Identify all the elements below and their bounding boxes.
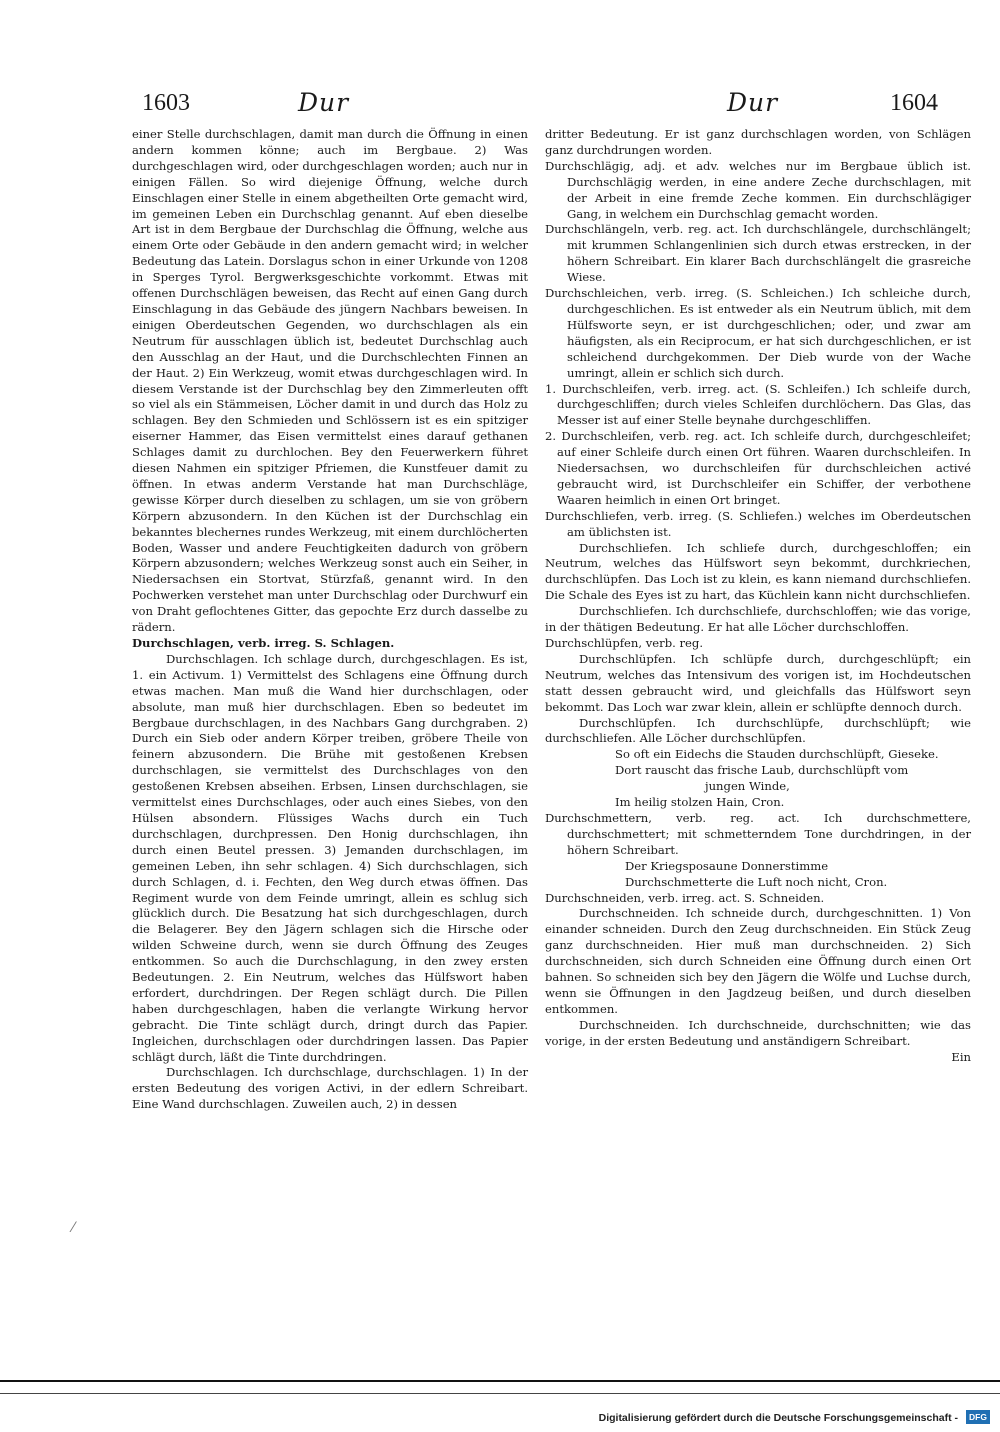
entry-paragraph: einer Stelle durchschlagen, damit man durch die Öffnung in einen andern kommen könne; auch im Bergbaue. 2) Was durchgeschlagen wird, oder durchgeschlagen worden; auch nur in einigen Fällen. So wird diejenige Öffnung, welche durch Einschlagen einer Stelle in einem abgetheilten Orte gemacht wird, im gemeinen Leben ein Durchschlag genannt. Auf eben dieselbe Art ist in dem Bergbaue der Durchschlag die Öffnung, welche aus einem Orte oder Gebäude in den andern gemacht wird; in welcher Bedeutung das Latein. Dorslagus schon in einer Urkunde von 1208 in Sperges Tyrol. Bergwerksgeschichte vorkommt. Etwas mit offenen Durchschlägen beweisen, das Recht auf einen Gang durch Einschlagung in das Gebäude des jüngern Nachbars beweisen. In einigen Oberdeutschen Gegenden, wo durchschlagen als ein Neutrum für ausschlagen üblich ist, bedeutet Durchschlag auch den Ausschlag an der Haut, und die Durchschlechten Finnen an der Haut. 2) Ein Werkzeug, womit etwas durchgeschlagen wird. In diesem Verstande ist der Durchschlag bey den Zimmerleuten offt so viel als ein Stämmeisen, Löcher damit in und durch das Holz zu schlagen. Bey den Schmieden und Schlössern ist es ein spitziger eiserner Hammer, das Eisen vermittelst eines darauf gethanen Schlages damit zu durchlochen. Bey den Feuerwerkern führet diesen Nahmen ein spitziger Pfriemen, die Kunstfeuer damit zu öffnen. In etwas anderm Verstande hat man Durchschläge, gewisse Körper durch dieselben zu schlagen, um sie von gröbern Körpern abzusondern. In den Küchen ist der Durchschlag ein bekanntes blechernes rundes Werkzeug, mit einem durchlöcherten Boden, Wasser und andere Feuchtigkeiten dadurch von gröbern Körpern abzusondern; welches Werkzeug sonst auch ein Seiher, in Niedersachsen ein Stortvat, Stürzfaß, genannt wird. In den Pochwerken verstehet man unter Durchschlag oder Durchwurf ein von Draht geflochtenes Gitter, das gepochte Erz durch dasselbe zu rädern. (132, 127, 528, 635)
entry-paragraph: Durchschlagen. Ich schlage durch, durchgeschlagen. Es ist, 1. ein Activum. 1) Vermittelst des Schlagens eine Öffnung durch etwas machen. Man muß die Wand hier durchschlagen, oder absolute, man muß hier durchschlagen. Eben so bedeutet im Bergbaue durchschlagen, in des Nachbars Gang durchgraben. 2) Durch ein Sieb oder andern Körper treiben, gröbere Theile von feinern abzusondern. Die Brühe mit gestoßenen Krebsen durchschlagen, sie vermittelst des Durchschlages von den gestoßenen Krebsen abseihen. Erbsen, Linsen durchschlagen, sie vermittelst eines Durchschlages, oder auch eines Siebes, von den Hülsen absondern. Flüssiges Wachs durch ein Tuch durchschlagen, durchpressen. Den Honig durchschlagen, ihn durch einen Beutel pressen. 3) Jemanden durchschlagen, im gemeinen Leben, ihn sehr schlagen. 4) Sich durchschlagen, sich durch Schlagen, d. i. Fechten, den Weg durch etwas öffnen. Das Regiment wurde von dem Feinde umringt, allein es schlug sich glücklich durch. Die Besatzung hat sich durchgeschlagen, durch die Belagerer. Bey den Jägern schlagen sich die Hirsche oder wilden Schweine durch, wenn sie durch Öffnung des Zeuges entkommen. So auch die Durchschlagung, in den zwey ersten Bedeutungen. 2. Ein Neutrum, welches das Hülfswort haben erfordert, durchdringen. Der Regen schlägt durch. Die Pillen haben durchgeschlagen, haben die verlangte Wirkung hervor gebracht. Die Tinte schlägt durch, dringt durch das Papier. Ingleichen, durchschlagen oder durchdringen lassen. Das Papier schlägt durch, läßt die Tinte durchdringen. (132, 651, 528, 1064)
left-running-head: Dur (298, 88, 350, 117)
left-column (132, 127, 528, 1113)
entry-paragraph: Durchschlüpfen. Ich schlüpfe durch, durchgeschlüpft; ein Neutrum, welches das Intensivum des vorigen ist, im Hochdeutschen statt dessen gebraucht wird, und gleichfalls das Hülfswort seyn bekommt. Das Loch war zwar klein, allein er schlüpfte dennoch durch. (545, 651, 971, 714)
entry-paragraph: Im heilig stolzen Hain, Cron. (615, 795, 785, 810)
entry-paragraph: Durchschlagen, verb. irreg. S. Schlagen. (132, 636, 395, 650)
entry-paragraph: dritter Bedeutung. Er ist ganz durchschlagen worden, von Schlägen ganz durchdrungen worden. (545, 127, 971, 157)
entry-paragraph: Durchschneiden. Ich schneide durch, durchgeschnitten. 1) Von einander schneiden. Durch den Zeug durchschneiden. Ein Stück Zeug ganz durchschneiden. Hier muß man durchschneiden. 2) Sich durchschneiden, sich durch Schneiden eine Öffnung durch einen Ort bahnen. So schneiden sich bey den Jägern die Wölfe und Luchse durch, wenn sie Öffnungen in den Jagdzeug beißen, und durch dieselben entkommen. (545, 906, 971, 1016)
entry-paragraph: So oft ein Eidechs die Stauden durchschlüpft, Gieseke. (615, 747, 939, 762)
entry-paragraph: Durchschliefen. Ich durchschliefe, durchschloffen; wie das vorige, in der thätigen Bedeutung. Er hat alle Löcher durchschloffen. (545, 604, 971, 635)
divider (0, 1380, 1000, 1382)
entry-paragraph: Durchschlängeln, verb. reg. act. Ich durchschlängele, durchschlängelt; mit krummen Schlangenlinien sich durch etwas erstrecken, in der höhern Schreibart. Ein klarer Bach durchschlängelt die grasreiche Wiese. (545, 222, 971, 285)
entry-paragraph: Durchschlägig, adj. et adv. welches nur im Bergbaue üblich ist. Durchschlägig werden, in eine andere Zeche durchschlagen, mit der Arbeit in eine fremde Zeche kommen. Ein durchschlägiger Gang, in welchem ein Durchschlag gemacht worden. (545, 158, 971, 221)
entry-paragraph: Durchschmettern, verb. reg. act. Ich durchschmettere, durchschmettert; mit schmetterndem Tone durchdringen, in der höhern Schreibart. (545, 810, 971, 857)
entry-paragraph: Durchschlüpfen. Ich durchschlüpfe, durchschlüpft; wie durchschliefen. Alle Löcher durchschlüpfen. (545, 715, 971, 746)
funding-note: Digitalisierung gefördert durch die Deutsche Forschungsgemeinschaft - (598, 1412, 958, 1424)
entry-paragraph: Der Kriegsposaune Donnerstimme (625, 858, 829, 873)
entry-paragraph: Durchschneiden. Ich durchschneide, durchschnitten; wie das vorige, in der ersten Bedeutung und anständigern Schreibart. (545, 1017, 971, 1048)
entry-paragraph: Durchschlüpfen, verb. reg. (545, 636, 704, 650)
margin-mark-icon: ⁄ (72, 1220, 75, 1236)
entry-paragraph: Durchschneiden, verb. irreg. act. S. Schneiden. (545, 890, 825, 905)
entry-paragraph: Durchschleichen, verb. irreg. (S. Schleichen.) Ich schleiche durch, durchgeschlichen. Es ist entweder als ein Neutrum üblich, mit dem Hülfsworte seyn, er ist durchgeschlichen; oder, und zwar am häufigsten, als ein Reciprocum, er hat sich durchgeschlichen, er ist schleichend durchgekommen. Der Dieb wurde von der Wache umringt, allein er schlich sich durch. (545, 286, 971, 380)
entry-paragraph: Durchschlagen. Ich durchschlage, durchschlagen. 1) In der ersten Bedeutung des vorigen Activi, in der edlern Schreibart. Eine Wand durchschlagen. Zuweilen auch, 2) in dessen (132, 1065, 528, 1112)
dfg-logo: DFG (966, 1410, 990, 1424)
right-page-number: 1604 (890, 90, 938, 116)
entry-paragraph: Durchschliefen. Ich schliefe durch, durchgeschloffen; ein Neutrum, welches das Hülfswort seyn bekommt, durchkriechen, durchschlüpfen. Das Loch ist zu klein, es kann niemand durchschliefen. Die Schale des Eyes ist zu hart, das Küchlein kann nicht durchschliefen. (545, 540, 971, 603)
entry-paragraph: jungen Winde, (705, 779, 790, 794)
entry-paragraph: Ein (951, 1049, 971, 1064)
entry-paragraph: 1. Durchschleifen, verb. irreg. act. (S. Schleifen.) Ich schleife durch, durchgeschliffen; durch vieles Schleifen durchlöchern. Das Glas, das Messer ist auf einer Stelle beynahe durchgeschliffen. (545, 381, 971, 428)
right-running-head: Dur (727, 88, 779, 117)
entry-paragraph: Durchschmetterte die Luft noch nicht, Cron. (625, 874, 888, 889)
left-page-number: 1603 (142, 90, 190, 116)
right-column (545, 127, 971, 1065)
divider (0, 1393, 1000, 1394)
entry-paragraph: Durchschliefen, verb. irreg. (S. Schliefen.) welches im Oberdeutschen am üblichsten ist. (545, 508, 971, 539)
entry-paragraph: 2. Durchschleifen, verb. reg. act. Ich schleife durch, durchgeschleifet; auf einer Schleife durch einen Ort führen. Waaren durchschleifen. In Niedersachsen, wo durchschleifen für durchschleichen activé gebraucht wird, ist Durchschleifer ein Schiffer, der verbothene Waaren heimlich in einen Ort bringet. (545, 429, 971, 507)
entry-paragraph: Dort rauscht das frische Laub, durchschlüpft vom (615, 763, 909, 778)
